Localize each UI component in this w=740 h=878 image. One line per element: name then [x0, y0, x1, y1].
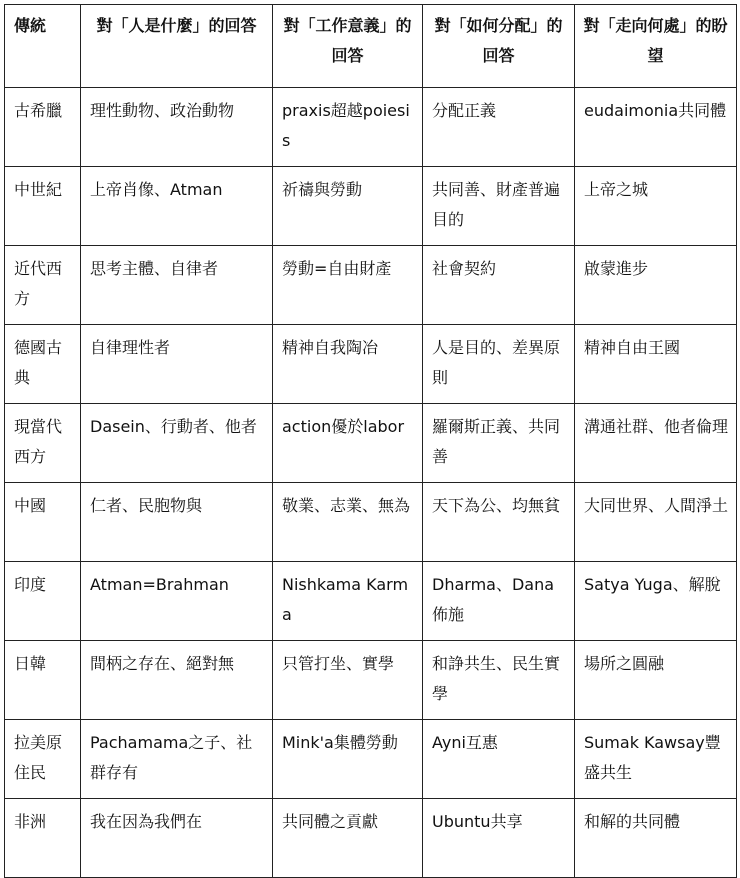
table-row — [5, 483, 737, 562]
table-cell: 羅爾斯正義、共同善 — [423, 404, 575, 483]
table-cell: 和解的共同體 — [575, 799, 737, 878]
tradition-cell: 日韓 — [5, 641, 81, 720]
tradition-cell: 現當代西方 — [5, 404, 81, 483]
header-row — [5, 5, 737, 88]
header-tradition: 傳統 — [5, 5, 81, 88]
table-row — [5, 88, 737, 167]
table-row — [5, 799, 737, 878]
table-cell: 大同世界、人間淨土 — [575, 483, 737, 562]
tradition-cell: 中世紀 — [5, 167, 81, 246]
table-cell: 精神自由王國 — [575, 325, 737, 404]
table-row — [5, 562, 737, 641]
table-cell: 理性動物、政治動物 — [81, 88, 273, 167]
tradition-cell: 近代西方 — [5, 246, 81, 325]
table-cell: 共同體之貢獻 — [273, 799, 423, 878]
table-cell: eudaimonia共同體 — [575, 88, 737, 167]
table-cell: Ayni互惠 — [423, 720, 575, 799]
table-cell: 場所之圓融 — [575, 641, 737, 720]
table-cell: Mink'a集體勞動 — [273, 720, 423, 799]
table-cell: 溝通社群、他者倫理 — [575, 404, 737, 483]
table-cell: 勞動=自由財產 — [273, 246, 423, 325]
table-cell: praxis超越poiesis — [273, 88, 423, 167]
header-meaning-of-work: 對「工作意義」的回答 — [273, 5, 423, 88]
table-cell: 人是目的、差異原則 — [423, 325, 575, 404]
table-cell: Atman=Brahman — [81, 562, 273, 641]
table-cell: 上帝肖像、Atman — [81, 167, 273, 246]
table-cell: 我在因為我們在 — [81, 799, 273, 878]
table-cell: 社會契約 — [423, 246, 575, 325]
table-cell: 只管打坐、實學 — [273, 641, 423, 720]
header-what-is-human: 對「人是什麼」的回答 — [81, 5, 273, 88]
table-row — [5, 325, 737, 404]
table-cell: Dasein、行動者、他者 — [81, 404, 273, 483]
tradition-cell: 非洲 — [5, 799, 81, 878]
table-row — [5, 404, 737, 483]
table-cell: 間柄之存在、絕對無 — [81, 641, 273, 720]
header-hope-direction: 對「走向何處」的盼望 — [575, 5, 737, 88]
tradition-cell: 拉美原住民 — [5, 720, 81, 799]
table-cell: 和諍共生、民生實學 — [423, 641, 575, 720]
table-cell: 天下為公、均無貧 — [423, 483, 575, 562]
table-cell: 祈禱與勞動 — [273, 167, 423, 246]
table-cell: 仁者、民胞物與 — [81, 483, 273, 562]
table-cell: Nishkama Karma — [273, 562, 423, 641]
table-cell: 分配正義 — [423, 88, 575, 167]
table-cell: 思考主體、自律者 — [81, 246, 273, 325]
header-distribution: 對「如何分配」的回答 — [423, 5, 575, 88]
table-cell: 敬業、志業、無為 — [273, 483, 423, 562]
tradition-cell: 印度 — [5, 562, 81, 641]
table-row — [5, 246, 737, 325]
tradition-cell: 古希臘 — [5, 88, 81, 167]
table-cell: 共同善、財產普遍目的 — [423, 167, 575, 246]
table-cell: 啟蒙進步 — [575, 246, 737, 325]
table-cell: Pachamama之子、社群存有 — [81, 720, 273, 799]
traditions-comparison-table — [4, 4, 737, 878]
table-cell: Sumak Kawsay豐盛共生 — [575, 720, 737, 799]
table-cell: Dharma、Dana佈施 — [423, 562, 575, 641]
table-cell: 精神自我陶冶 — [273, 325, 423, 404]
table-cell: Satya Yuga、解脫 — [575, 562, 737, 641]
table-cell: action優於labor — [273, 404, 423, 483]
table-cell: 自律理性者 — [81, 325, 273, 404]
table-cell: 上帝之城 — [575, 167, 737, 246]
table-row — [5, 720, 737, 799]
table-cell: Ubuntu共享 — [423, 799, 575, 878]
table-row — [5, 641, 737, 720]
tradition-cell: 德國古典 — [5, 325, 81, 404]
tradition-cell: 中國 — [5, 483, 81, 562]
table-row — [5, 167, 737, 246]
